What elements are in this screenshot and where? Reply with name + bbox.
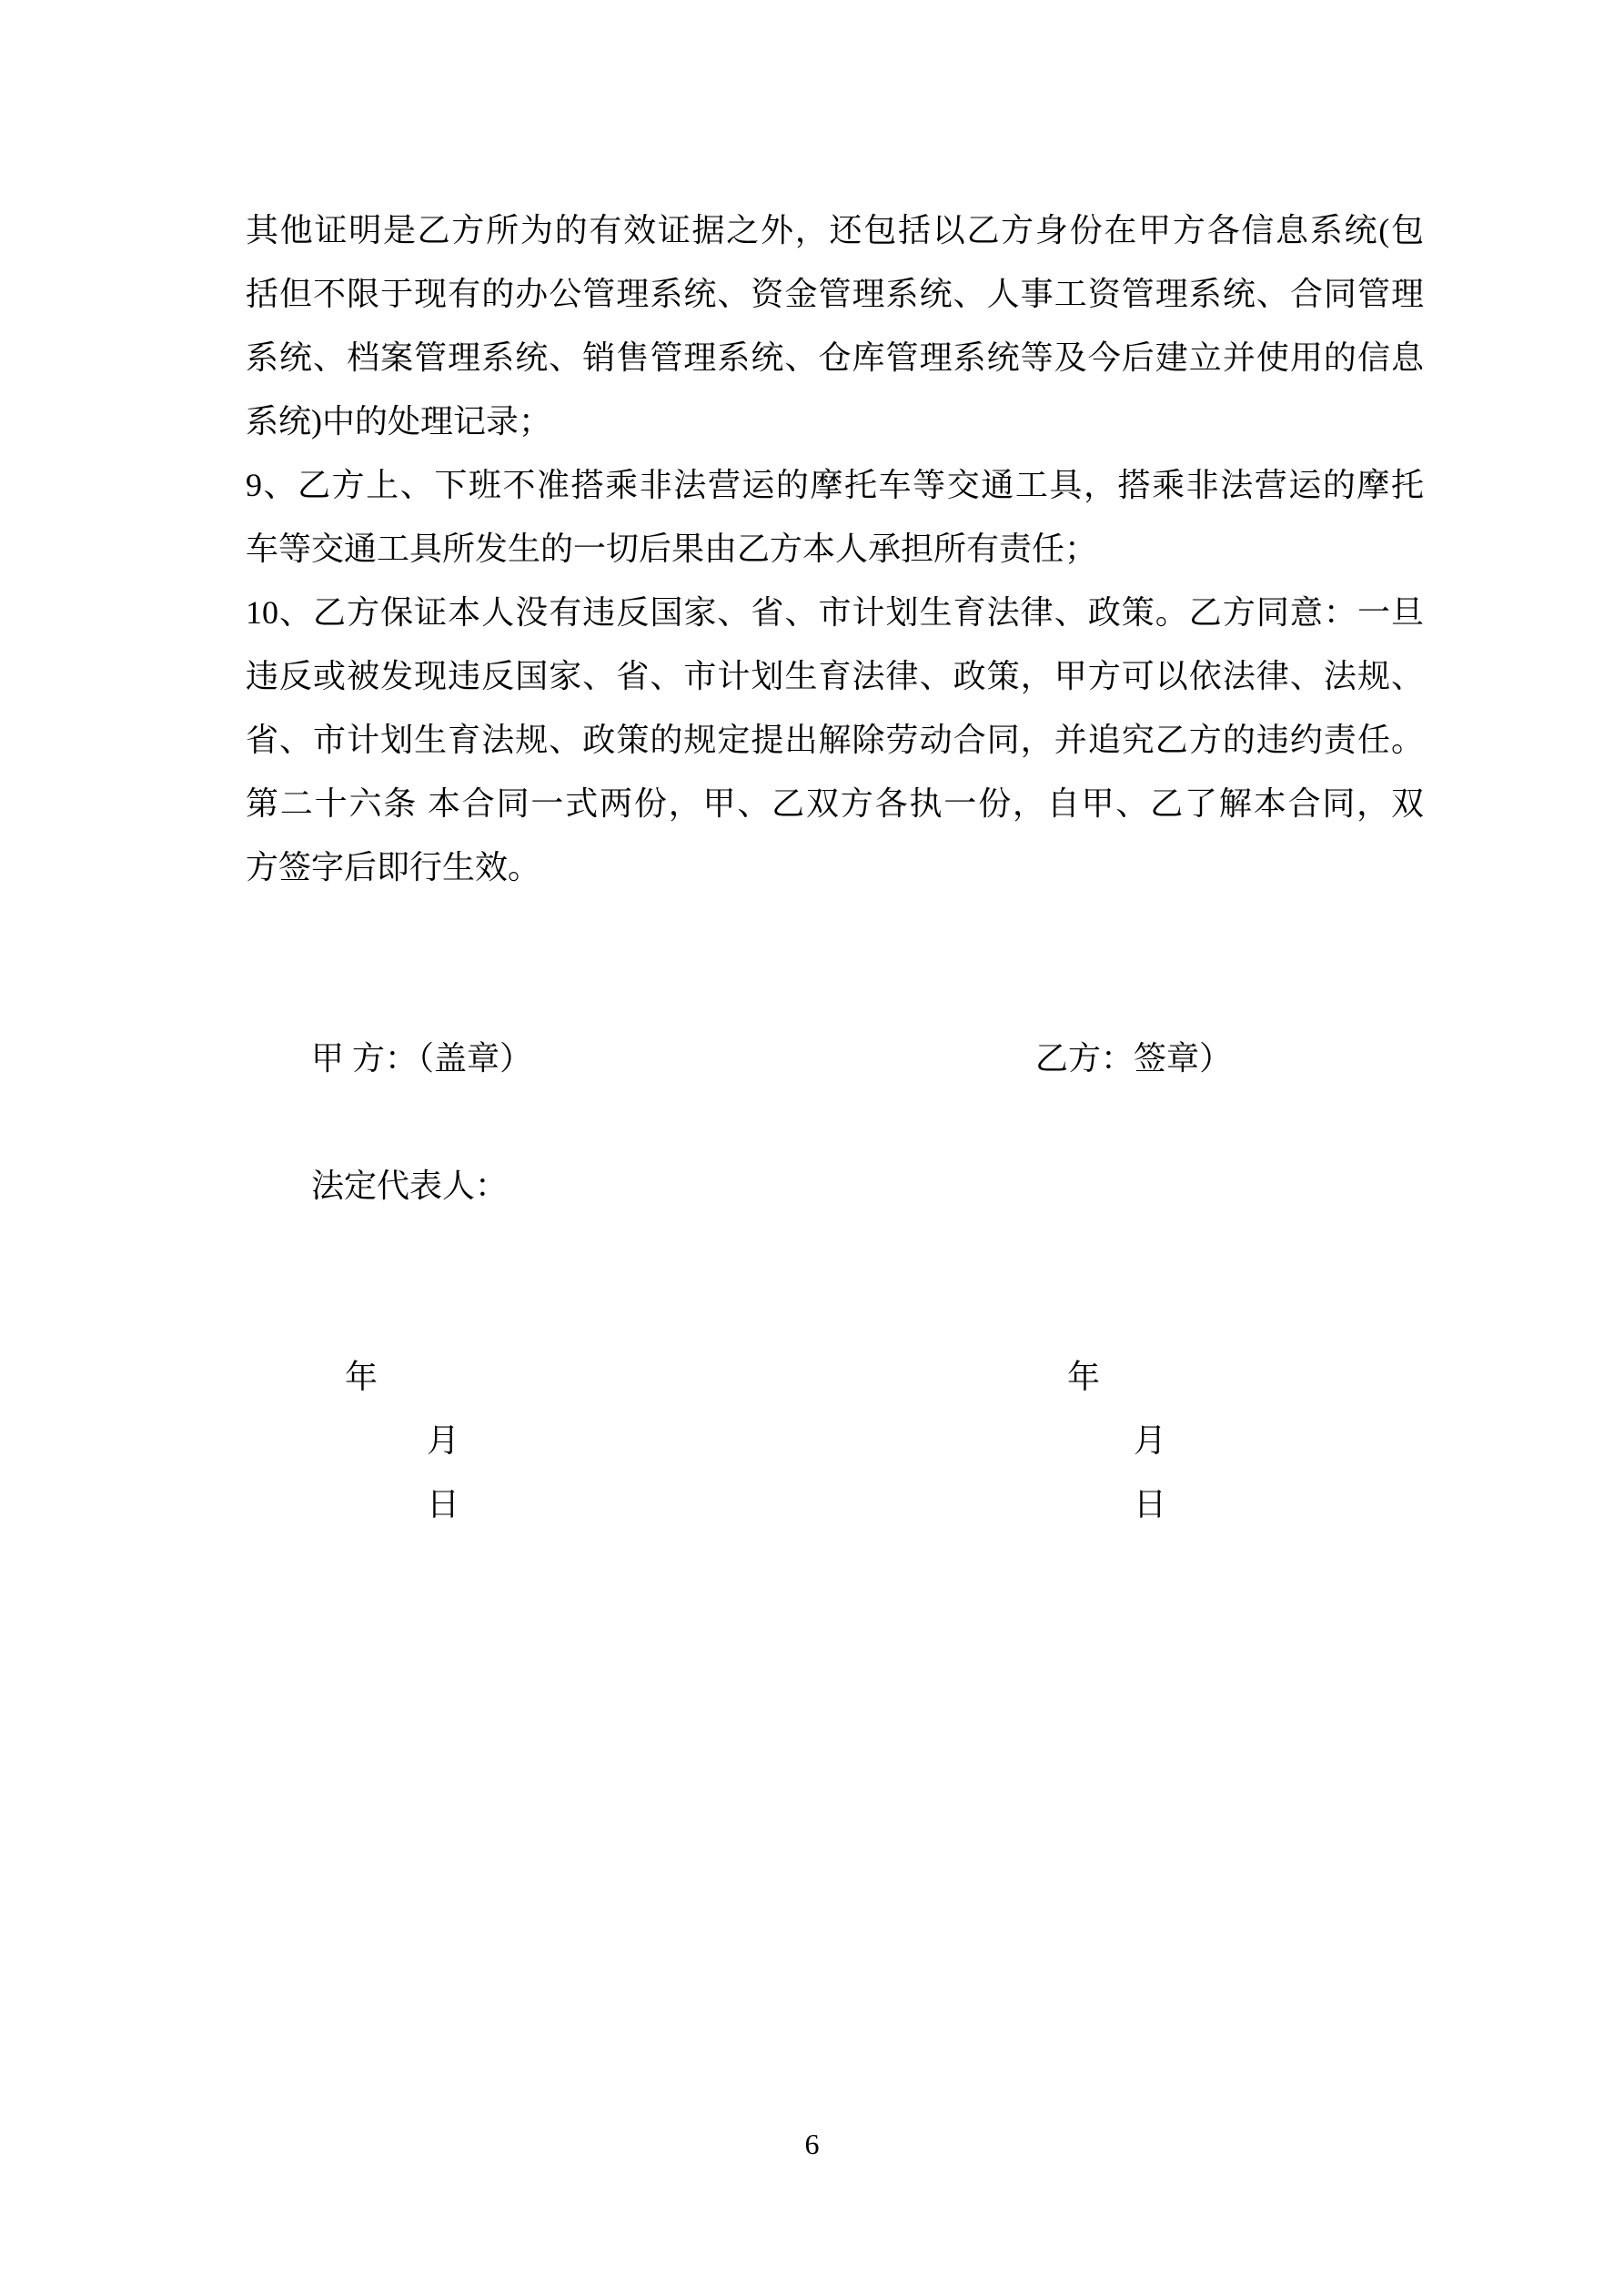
party-a-date-line	[312, 1281, 459, 1600]
day-label: 日	[427, 1486, 460, 1522]
page-number: 6	[804, 2128, 820, 2160]
contract-line: 其他证明是乙方所为的有效证据之外，还包括以乙方身份在甲方各信息系统(包	[246, 212, 1424, 248]
contract-line: 系统、档案管理系统、销售管理系统、仓库管理系统等及今后建立并使用的信息	[246, 339, 1424, 376]
year-label: 年	[1067, 1359, 1101, 1395]
party-a-seal-label: 甲 方：（盖章）	[311, 1040, 533, 1077]
contract-line: 省、市计划生育法规、政策的规定提出解除劳动合同，并追究乙方的违约责任。	[246, 722, 1424, 758]
contract-body	[246, 198, 1424, 899]
contract-line: 括但不限于现有的办公管理系统、资金管理系统、人事工资管理系统、合同管理	[246, 276, 1424, 312]
year-label: 年	[345, 1359, 378, 1395]
month-label: 月	[1134, 1422, 1167, 1459]
party-b-sign-label: 乙方：签章）	[1035, 1040, 1233, 1077]
contract-line: 10、乙方保证本人没有违反国家、省、市计划生育法律、政策。乙方同意：一旦	[246, 594, 1424, 631]
contract-line: 车等交通工具所发生的一切后果由乙方本人承担所有责任；	[246, 531, 1098, 567]
contract-line: 系统)中的处理记录；	[246, 403, 551, 440]
contract-line: 方签字后即行生效。	[246, 849, 541, 885]
contract-line: 第二十六条 本合同一式两份，甲、乙双方各执一份，自甲、乙了解本合同，双	[246, 785, 1424, 822]
contract-line: 违反或被发现违反国家、省、市计划生育法律、政策，甲方可以依法律、法规、	[246, 658, 1424, 694]
legal-representative-label: 法定代表人：	[311, 1168, 509, 1204]
month-label: 月	[427, 1422, 460, 1459]
contract-line: 9、乙方上、下班不准搭乘非法营运的摩托车等交通工具，搭乘非法营运的摩托	[246, 467, 1424, 503]
day-label: 日	[1134, 1486, 1167, 1522]
party-b-date-line	[1034, 1281, 1166, 1600]
